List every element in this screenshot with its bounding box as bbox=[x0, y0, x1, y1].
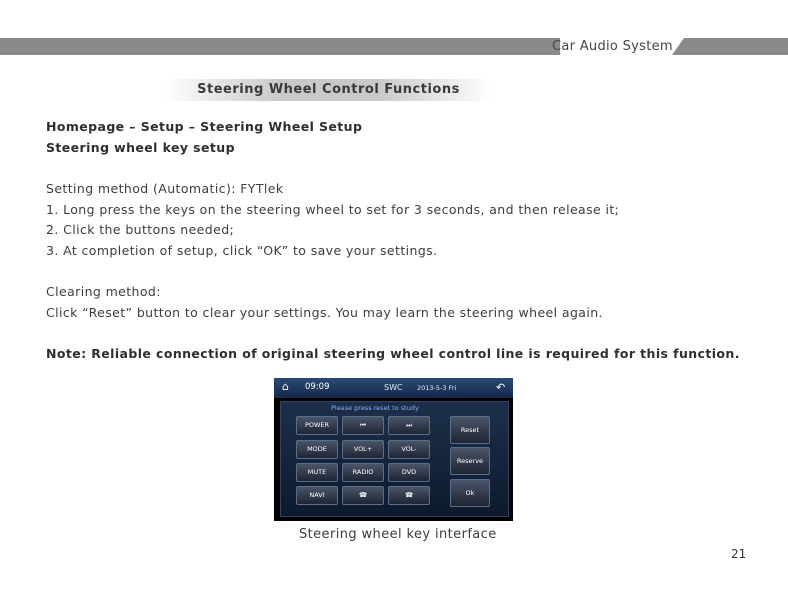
screen-panel bbox=[280, 401, 509, 517]
setting-method: Setting method (Automatic): FYTlek bbox=[46, 181, 284, 196]
back-icon[interactable]: ↶ bbox=[496, 381, 506, 394]
header-title: Car Audio System bbox=[552, 39, 673, 54]
screen-time: 09:09 bbox=[305, 382, 330, 392]
mute-button[interactable]: MUTE bbox=[296, 463, 338, 482]
screen-date: 2013-5-3 Fri bbox=[417, 384, 457, 392]
note: Note: Reliable connection of original steering wheel control line is required for this function. bbox=[46, 346, 740, 361]
screen-status-bar bbox=[274, 378, 513, 398]
call-button[interactable]: ☎ bbox=[342, 486, 384, 505]
setting-step-3: 3. At completion of setup, click “OK” to save your settings. bbox=[46, 243, 438, 258]
home-icon[interactable]: ⌂ bbox=[282, 380, 289, 393]
header-band-right bbox=[672, 38, 788, 55]
navi-button[interactable]: NAVI bbox=[296, 486, 338, 505]
vol-down-button[interactable]: VOL- bbox=[388, 440, 430, 459]
figure-caption: Steering wheel key interface bbox=[299, 527, 497, 542]
next-button[interactable]: ⏭ bbox=[388, 416, 430, 435]
header-band-left bbox=[0, 38, 560, 55]
page-number: 21 bbox=[731, 547, 747, 561]
menu-path: Homepage – Setup – Steering Wheel Setup bbox=[46, 119, 363, 134]
ok-button[interactable]: Ok bbox=[450, 479, 490, 507]
reset-button[interactable]: Reset bbox=[450, 416, 490, 444]
vol-up-button[interactable]: VOL+ bbox=[342, 440, 384, 459]
subheading: Steering wheel key setup bbox=[46, 140, 235, 155]
prev-button[interactable]: ⏮ bbox=[342, 416, 384, 435]
clearing-heading: Clearing method: bbox=[46, 284, 161, 299]
dvd-button[interactable]: DVD bbox=[388, 463, 430, 482]
clearing-text: Click “Reset” button to clear your settings. You may learn the steering wheel again. bbox=[46, 305, 603, 320]
swc-screen bbox=[274, 378, 513, 521]
radio-button[interactable]: RADIO bbox=[342, 463, 384, 482]
mode-button[interactable]: MODE bbox=[296, 440, 338, 459]
setting-step-2: 2. Click the buttons needed; bbox=[46, 222, 235, 237]
hangup-button[interactable]: ☎ bbox=[388, 486, 430, 505]
screen-title: SWC bbox=[384, 383, 403, 392]
power-button[interactable]: POWER bbox=[296, 416, 338, 435]
screen-prompt: Please press reset to study bbox=[331, 404, 419, 412]
section-title: Steering Wheel Control Functions bbox=[165, 79, 492, 101]
reserve-button[interactable]: Reserve bbox=[450, 447, 490, 475]
setting-step-1: 1. Long press the keys on the steering wheel to set for 3 seconds, and then release it; bbox=[46, 202, 620, 217]
